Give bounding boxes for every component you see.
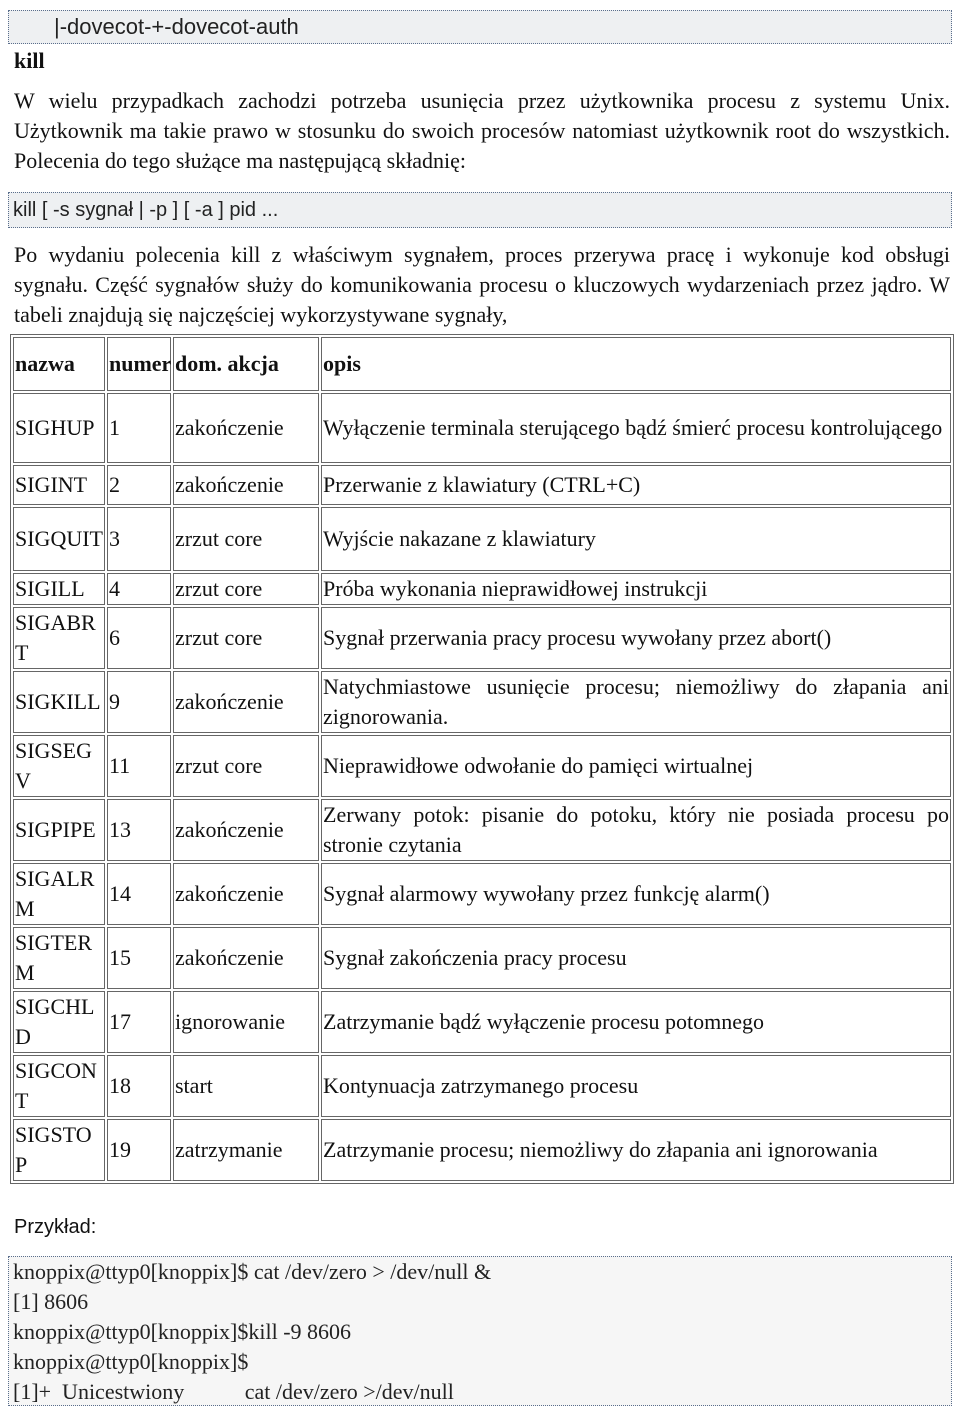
table-row (13, 799, 951, 861)
header-description: opis (321, 337, 951, 391)
signal-number: 13 (107, 799, 171, 861)
signal-name: SIGHUP (13, 393, 105, 463)
table-row (13, 863, 951, 925)
signal-number: 1 (107, 393, 171, 463)
signal-action: zakończenie (173, 927, 319, 989)
signal-description: Zatrzymanie procesu; niemożliwy do złapania ani ignorowania (321, 1119, 951, 1181)
signal-number: 6 (107, 607, 171, 669)
code-line: [1] 8606 (13, 1289, 89, 1314)
example-code-box (8, 1256, 952, 1406)
table-row (13, 465, 951, 505)
signal-name: SIGILL (13, 573, 105, 605)
signal-action: zakończenie (173, 671, 319, 733)
table-row (13, 1119, 951, 1181)
signal-number: 2 (107, 465, 171, 505)
signal-action: zakończenie (173, 799, 319, 861)
kill-syntax-box (8, 192, 952, 228)
table-row (13, 735, 951, 797)
signal-action: zakończenie (173, 863, 319, 925)
code-line: knoppix@ttyp0[knoppix]$ (13, 1349, 249, 1374)
signal-description: Sygnał zakończenia pracy procesu (321, 927, 951, 989)
signal-description: Zatrzymanie bądź wyłączenie procesu potomnego (321, 991, 951, 1053)
table-row (13, 507, 951, 571)
signal-number: 14 (107, 863, 171, 925)
signal-name: SIGSEGV (13, 735, 105, 797)
signal-name: SIGCHLD (13, 991, 105, 1053)
header-number: numer (107, 337, 171, 391)
signal-description: Wyjście nakazane z klawiatury (321, 507, 951, 571)
signals-paragraph: Po wydaniu polecenia kill z właściwym sygnałem, proces przerywa pracę i wykonuje kod obsługi sygnału. Część sygnałów służy do komunikowania procesu o kluczowych wydarzeniach przez jądro. W tabeli znajdują się najczęściej wykorzystywane sygnały, (14, 242, 950, 327)
signal-description: Próba wykonania nieprawidłowej instrukcji (321, 573, 951, 605)
kill-syntax: kill [ -s sygnał | -p ] [ -a ] pid ... (13, 199, 279, 221)
signal-action: zrzut core (173, 607, 319, 669)
signal-action: zakończenie (173, 393, 319, 463)
signal-number: 4 (107, 573, 171, 605)
signal-number: 19 (107, 1119, 171, 1181)
signal-action: start (173, 1055, 319, 1117)
signal-description: Nieprawidłowe odwołanie do pamięci wirtualnej (321, 735, 951, 797)
header-name: nazwa (13, 337, 105, 391)
signal-name: SIGQUIT (13, 507, 105, 571)
signal-description: Wyłączenie terminala sterującego bądź śmierć procesu kontrolującego (321, 393, 951, 463)
signal-description: Kontynuacja zatrzymanego procesu (321, 1055, 951, 1117)
signal-name: SIGINT (13, 465, 105, 505)
table-row (13, 671, 951, 733)
intro-paragraph: W wielu przypadkach zachodzi potrzeba usunięcia przez użytkownika procesu z systemu Unix. Użytkownik ma takie prawo w stosunku do swoich procesów natomiast użytkownik root do wszystkich. Polecenia do tego służące ma następującą składnię: (14, 88, 950, 173)
table-row (13, 927, 951, 989)
signal-name: SIGCONT (13, 1055, 105, 1117)
signal-number: 17 (107, 991, 171, 1053)
signal-number: 18 (107, 1055, 171, 1117)
table-row (13, 573, 951, 605)
signal-action: ignorowanie (173, 991, 319, 1053)
signal-action: zrzut core (173, 507, 319, 571)
process-tree-line: |-dovecot-+-dovecot-auth (54, 14, 299, 39)
signal-action: zrzut core (173, 573, 319, 605)
signal-name: SIGABRT (13, 607, 105, 669)
signal-name: SIGPIPE (13, 799, 105, 861)
signal-action: zakończenie (173, 465, 319, 505)
signal-number: 11 (107, 735, 171, 797)
signal-description: Zerwany potok: pisanie do potoku, który nie posiada procesu po stronie czytania (321, 799, 951, 861)
signal-number: 9 (107, 671, 171, 733)
signal-name: SIGKILL (13, 671, 105, 733)
code-line: knoppix@ttyp0[knoppix]$ cat /dev/zero > /dev/null & (13, 1259, 492, 1284)
signal-name: SIGSTOP (13, 1119, 105, 1181)
signal-action: zrzut core (173, 735, 319, 797)
table-header-row (13, 337, 951, 391)
signal-number: 15 (107, 927, 171, 989)
signal-name: SIGALRM (13, 863, 105, 925)
code-line: knoppix@ttyp0[knoppix]$kill -9 8606 (13, 1319, 352, 1344)
header-default-action: dom. akcja (173, 337, 319, 391)
signal-description: Przerwanie z klawiatury (CTRL+C) (321, 465, 951, 505)
signal-name: SIGTERM (13, 927, 105, 989)
signal-description: Sygnał alarmowy wywołany przez funkcję alarm() (321, 863, 951, 925)
code-line: [1]+ Unicestwiony cat /dev/zero >/dev/null (13, 1379, 454, 1404)
example-label: Przykład: (14, 1216, 97, 1238)
signal-description: Sygnał przerwania pracy procesu wywołany przez abort() (321, 607, 951, 669)
section-heading: kill (14, 48, 45, 73)
table-row (13, 991, 951, 1053)
table-row (13, 607, 951, 669)
table-row (13, 1055, 951, 1117)
signal-action: zatrzymanie (173, 1119, 319, 1181)
signal-description: Natychmiastowe usunięcie procesu; niemożliwy do złapania ani zignorowania. (321, 671, 951, 733)
process-tree-code (8, 10, 952, 44)
signals-table (10, 334, 954, 1184)
signal-number: 3 (107, 507, 171, 571)
table-row (13, 393, 951, 463)
